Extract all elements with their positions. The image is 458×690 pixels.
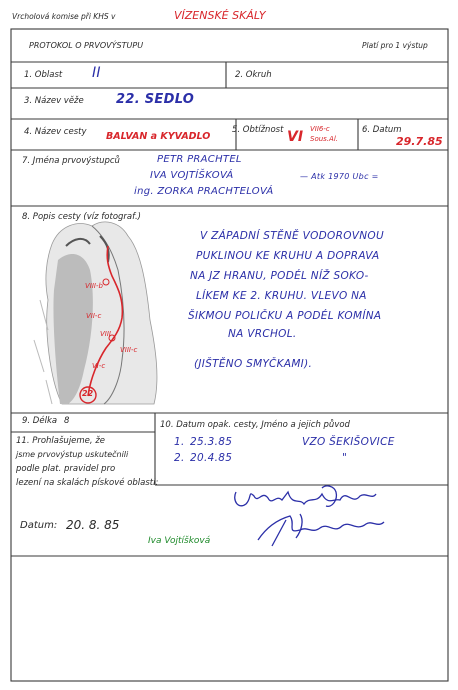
description-line-1: V ZÁPADNÍ STĚNĚ VODOROVNOU — [200, 230, 384, 242]
photo-tower-number: 22 — [82, 389, 94, 398]
region-title: VÍZENSKÉ SKÁLY — [174, 9, 266, 22]
difficulty-value: VI — [287, 129, 304, 145]
field-6-label: 6. Datum — [362, 125, 402, 135]
sheet-note: Platí pro 1 výstup — [362, 41, 428, 50]
repeat-1-club: VZO ŠEKIŠOVICE — [302, 436, 395, 448]
field-1-value: II — [92, 65, 101, 81]
protection-note: (JIŠTĚNO SMYČKAMI). — [194, 358, 313, 370]
photo-label-5: VI-c — [92, 362, 106, 370]
description-line-5: ŠIKMOU POLIČKU A PODÉL KOMÍNA — [188, 310, 382, 322]
description-line-3: NA JZ HRANU, PODÉL NÍŽ SOKO- — [190, 270, 369, 282]
route-name: BALVAN a KYVADLO — [106, 131, 211, 142]
repeat-1-date: 25.3.85 — [190, 436, 233, 448]
description-line-4: LÍKEM KE 2. KRUHU. VLEVO NA — [196, 290, 367, 302]
declaration-line-2: jsme prvovýstup uskutečnili — [16, 450, 129, 459]
declaration-line-1: 11. Prohlašujeme, že — [16, 436, 106, 446]
declaration-line-4: lezení na skalách pískové oblasti: — [16, 478, 159, 488]
photo-label-3: VIII — [100, 330, 111, 338]
field-5-label: 5. Obtížnost — [232, 125, 284, 135]
difficulty-sub: VII6-c — [310, 125, 330, 133]
repeat-1-number: 1. — [174, 436, 185, 448]
signed-name: Iva Vojtíšková — [148, 536, 211, 546]
field-9-label: 9. Délka — [22, 416, 58, 426]
field-7-label: 7. Jména prvovýstupců — [22, 156, 120, 166]
repeat-2-club: " — [342, 452, 348, 464]
description-line-6: NA VRCHOL. — [228, 328, 297, 340]
protocol-title: PROTOKOL O PRVOVÝSTUPU — [29, 41, 144, 50]
signatures — [235, 486, 384, 546]
photo-label-4: VIII-c — [120, 346, 138, 354]
field-4-label: 4. Název cesty — [24, 127, 87, 137]
climber-3: ing. ZORKA PRACHTELOVÁ — [134, 186, 274, 197]
repeat-2-number: 2. — [174, 452, 185, 464]
difficulty-sub2: Sous.Al. — [310, 135, 338, 143]
photo-label-2: VII-c — [86, 312, 102, 320]
description-line-2: PUKLINOU KE KRUHU A DOPRAVA — [196, 250, 380, 262]
date-value: 20. 8. 85 — [66, 518, 120, 532]
club-note: — Atk 1970 Ubc = — [300, 172, 379, 181]
declaration-line-3: podle plat. pravidel pro — [16, 464, 116, 474]
field-1-label: 1. Oblast — [24, 70, 63, 80]
date-label: Datum: — [20, 520, 58, 531]
photo-label-1: VIII-b — [85, 282, 103, 290]
field-2-label: 2. Okruh — [235, 70, 272, 80]
field-10-label: 10. Datum opak. cesty, Jméno a jejich původ — [160, 420, 350, 430]
tower-name: 22. SEDLO — [116, 92, 195, 107]
climb-date: 29.7.85 — [396, 135, 443, 148]
field-9-value: 8 — [64, 416, 70, 426]
field-3-label: 3. Název věže — [24, 96, 84, 106]
repeat-2-date: 20.4.85 — [190, 452, 233, 464]
climber-2: IVA VOJTÍŠKOVÁ — [150, 170, 234, 181]
committee-label: Vrcholová komise při KHS v — [12, 12, 116, 21]
climber-1: PETR PRACHTEL — [157, 154, 242, 165]
field-8-label: 8. Popis cesty (víz fotograf.) — [22, 212, 141, 222]
